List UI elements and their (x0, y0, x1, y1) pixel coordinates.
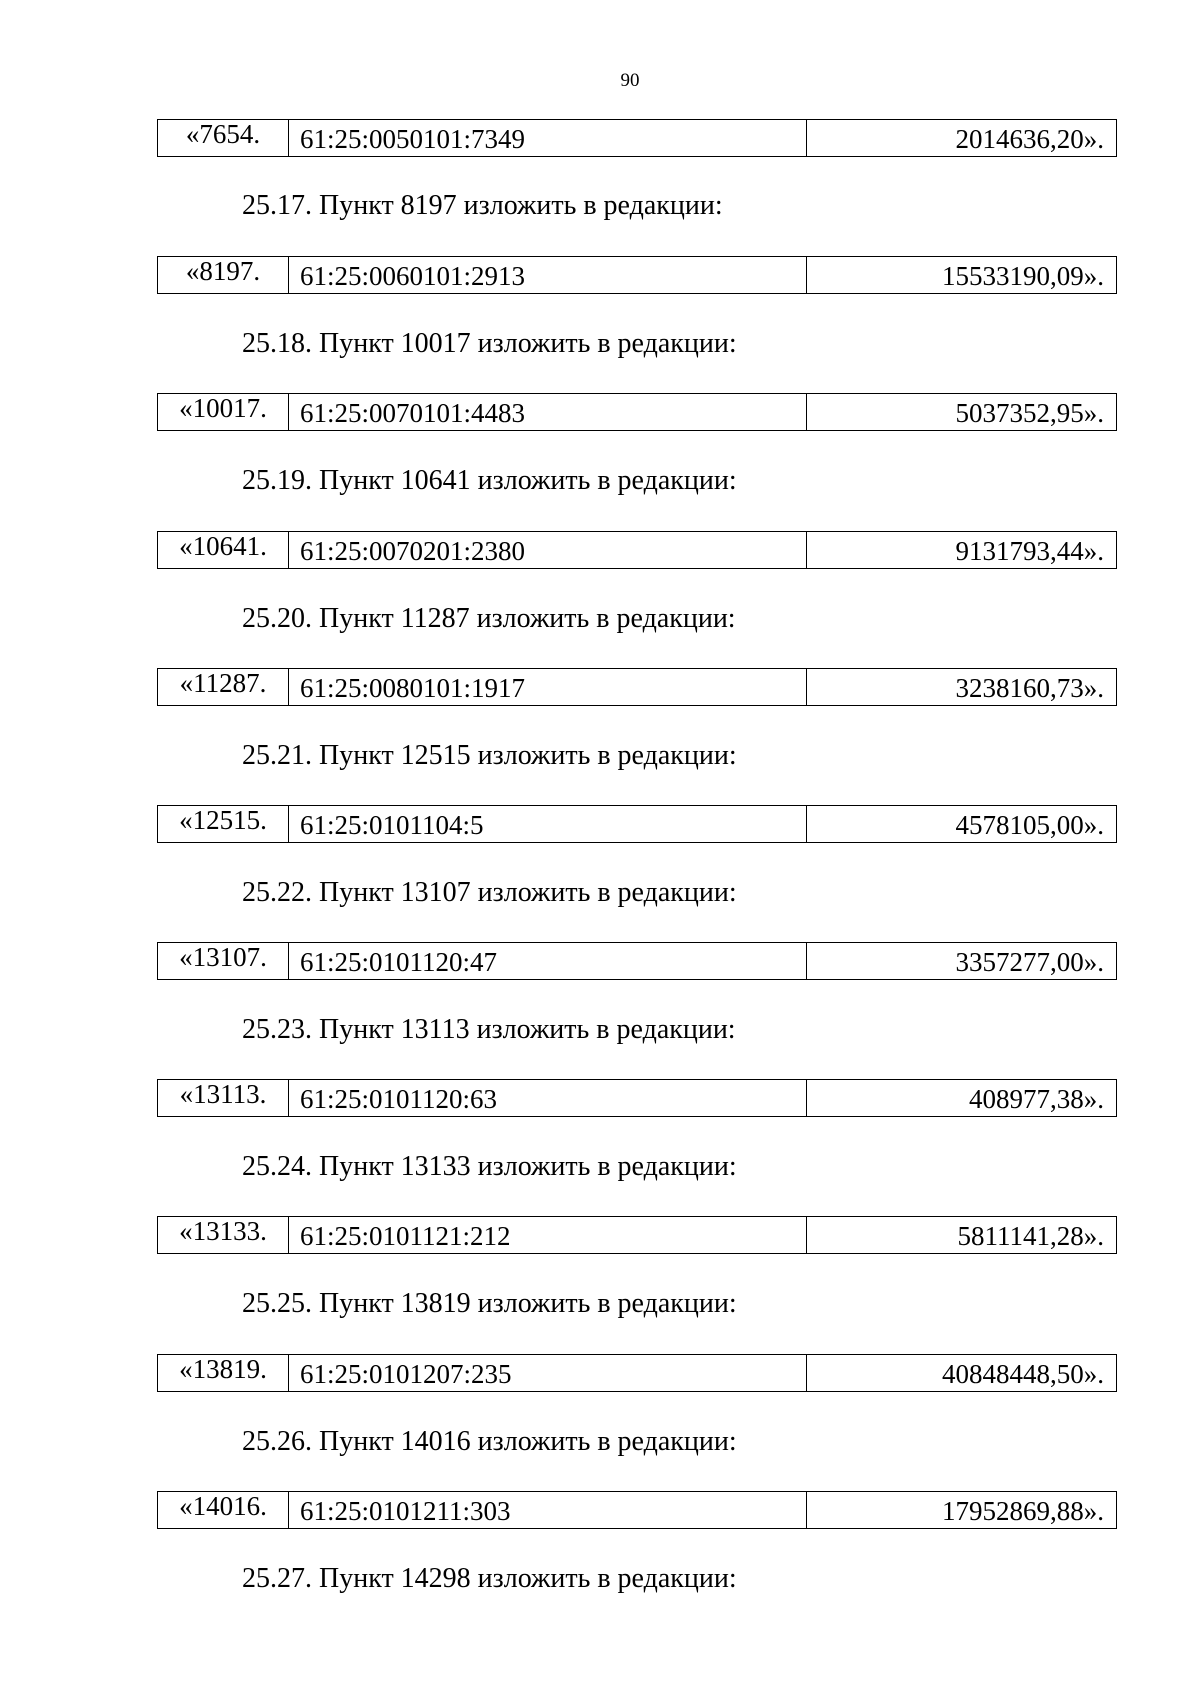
instruction-text: 25.22. Пункт 13107 изложить в редакции: (242, 877, 737, 908)
instruction-text: 25.27. Пункт 14298 изложить в редакции: (242, 1563, 737, 1594)
item-number: «14016. (158, 1492, 289, 1528)
table-row (157, 1079, 1117, 1117)
table-row (157, 668, 1117, 706)
cadastral-value: 17952869,88». (942, 1496, 1104, 1526)
cadastral-number: 61:25:0050101:7349 (289, 120, 807, 156)
item-number: «13107. (158, 943, 289, 979)
item-number: «8197. (158, 257, 289, 293)
cadastral-value: 4578105,00». (955, 810, 1104, 840)
table-row (157, 119, 1117, 157)
cadastral-number: 61:25:0070201:2380 (289, 532, 807, 568)
cadastral-value: 3238160,73». (955, 673, 1104, 703)
cadastral-value: 9131793,44». (955, 536, 1104, 566)
cadastral-value: 5037352,95». (955, 398, 1104, 428)
instruction-text: 25.18. Пункт 10017 изложить в редакции: (242, 328, 737, 359)
table-row (157, 393, 1117, 431)
cadastral-number: 61:25:0070101:4483 (289, 394, 807, 430)
item-number: «13133. (158, 1217, 289, 1253)
cadastral-number: 61:25:0101120:47 (289, 943, 807, 979)
instruction-text: 25.17. Пункт 8197 изложить в редакции: (242, 190, 723, 221)
instruction-text: 25.25. Пункт 13819 изложить в редакции: (242, 1288, 737, 1319)
cadastral-number: 61:25:0060101:2913 (289, 257, 807, 293)
cadastral-number: 61:25:0101121:212 (289, 1217, 807, 1253)
table-row (157, 531, 1117, 569)
instruction-text: 25.21. Пункт 12515 изложить в редакции: (242, 740, 737, 771)
instruction-text: 25.19. Пункт 10641 изложить в редакции: (242, 465, 737, 496)
page-number: 90 (620, 70, 640, 91)
cadastral-number: 61:25:0101211:303 (289, 1492, 807, 1528)
cadastral-number: 61:25:0101207:235 (289, 1355, 807, 1391)
item-number: «12515. (158, 806, 289, 842)
table-row (157, 1354, 1117, 1392)
instruction-text: 25.24. Пункт 13133 изложить в редакции: (242, 1151, 737, 1182)
item-number: «10641. (158, 532, 289, 568)
cadastral-value: 408977,38». (969, 1084, 1104, 1114)
instruction-text: 25.26. Пункт 14016 изложить в редакции: (242, 1426, 737, 1457)
table-row (157, 942, 1117, 980)
cadastral-value: 2014636,20». (955, 124, 1104, 154)
item-number: «10017. (158, 394, 289, 430)
cadastral-value: 5811141,28». (957, 1221, 1104, 1251)
cadastral-number: 61:25:0101104:5 (289, 806, 807, 842)
table-row (157, 256, 1117, 294)
cadastral-value: 40848448,50». (942, 1359, 1104, 1389)
item-number: «13819. (158, 1355, 289, 1391)
item-number: «11287. (158, 669, 289, 705)
cadastral-value: 15533190,09». (942, 261, 1104, 291)
item-number: «13113. (158, 1080, 289, 1116)
table-row (157, 1216, 1117, 1254)
instruction-text: 25.23. Пункт 13113 изложить в редакции: (242, 1014, 736, 1045)
cadastral-number: 61:25:0101120:63 (289, 1080, 807, 1116)
cadastral-number: 61:25:0080101:1917 (289, 669, 807, 705)
table-row (157, 805, 1117, 843)
table-row (157, 1491, 1117, 1529)
instruction-text: 25.20. Пункт 11287 изложить в редакции: (242, 603, 736, 634)
cadastral-value: 3357277,00». (955, 947, 1104, 977)
item-number: «7654. (158, 120, 289, 156)
